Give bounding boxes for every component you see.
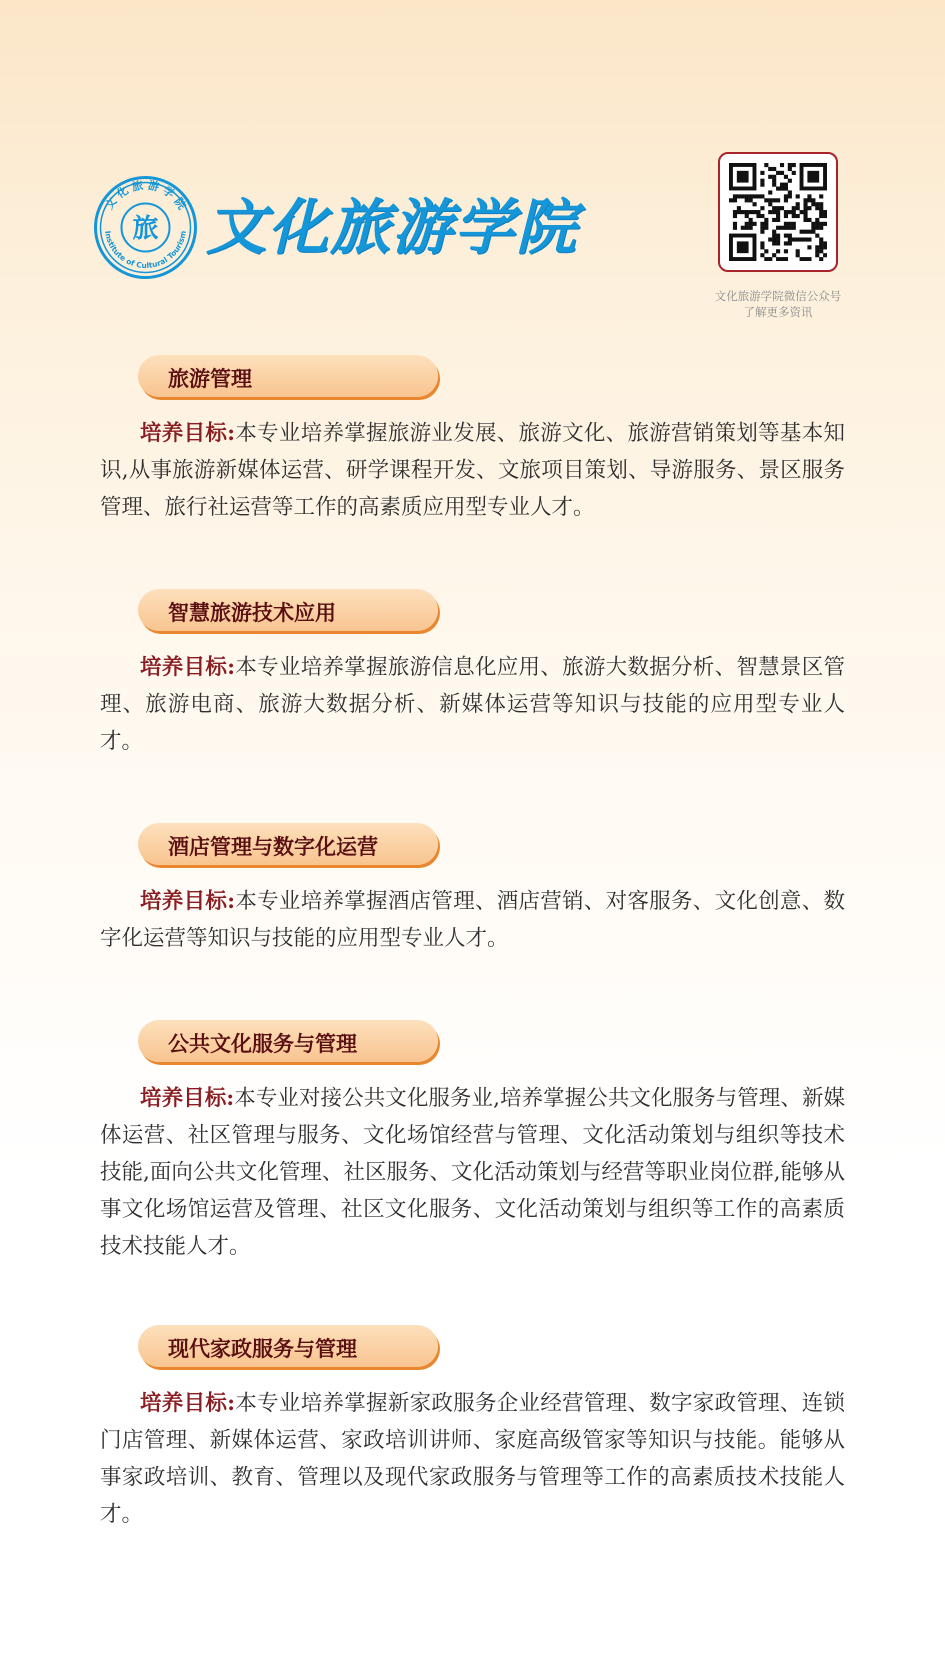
major-description (100, 649, 845, 760)
major-title: 旅游管理 (168, 366, 252, 391)
major-title-pill (138, 355, 438, 397)
goal-text: 本专业培养掌握酒店管理、酒店营销、对客服务、文化创意、数字化运营等知识与技能的应用型专业人才。 (100, 889, 845, 951)
goal-text: 本专业培养掌握新家政服务企业经营管理、数字家政管理、连锁门店管理、新媒体运营、家政培训讲师、家庭高级管家等知识与技能。能够从事家政培训、教育、管理以及现代家政服务与管理等工作的高素质技术技能人才。 (100, 1391, 845, 1527)
major-title-pill (138, 1020, 438, 1062)
major-title: 酒店管理与数字化运营 (168, 834, 378, 859)
seal-center-char: 旅 (132, 214, 159, 244)
major-title: 公共文化服务与管理 (168, 1031, 357, 1056)
svg-text:文 化 旅 游 学 院: 文 化 旅 游 学 院 (102, 178, 189, 212)
goal-label: 培养目标: (140, 1086, 235, 1111)
goal-text: 本专业培养掌握旅游业发展、旅游文化、旅游营销策划等基本知识,从事旅游新媒体运营、研学课程开发、文旅项目策划、导游服务、景区服务管理、旅行社运营等工作的高素质应用型专业人才。 (100, 421, 845, 520)
major-description (100, 1080, 845, 1265)
goal-label: 培养目标: (140, 655, 236, 680)
major-title-pill (138, 589, 438, 631)
major-title: 智慧旅游技术应用 (168, 600, 336, 625)
qr-caption-line1: 文化旅游学院微信公众号 (714, 289, 842, 303)
major-description (100, 1385, 845, 1533)
major-description (100, 415, 845, 526)
college-title: 文化旅游学院 (206, 193, 578, 263)
goal-label: 培养目标: (140, 421, 236, 446)
major-title-pill (138, 823, 438, 865)
header (0, 0, 945, 340)
svg-text:Institute of Cultural Tourism: Institute of Cultural Tourism (103, 229, 188, 271)
goal-text: 本专业对接公共文化服务业,培养掌握公共文化服务与管理、新媒体运营、社区管理与服务、文化场馆经营与管理、文化活动策划与组织等技术技能,面向公共文化管理、社区服务、文化活动策划与经营等职业岗位群,能够从事文化场馆运营及管理、社区文化服务、文化活动策划与组织等工作的高素质技术技能人才。 (100, 1086, 846, 1259)
goal-label: 培养目标: (140, 1391, 236, 1416)
major-title-pill (138, 1325, 438, 1367)
major-description (100, 883, 845, 957)
qr-caption-line2: 了解更多资讯 (743, 305, 813, 319)
qr-caption (690, 288, 866, 320)
qr-code-icon (729, 163, 827, 261)
goal-label: 培养目标: (140, 889, 236, 914)
goal-text: 本专业培养掌握旅游信息化应用、旅游大数据分析、智慧景区管理、旅游电商、旅游大数据分析、新媒体运营等知识与技能的应用型专业人才。 (100, 655, 845, 754)
college-seal-logo (93, 175, 198, 280)
major-title: 现代家政服务与管理 (168, 1336, 357, 1361)
wechat-qr-code[interactable] (718, 152, 838, 272)
